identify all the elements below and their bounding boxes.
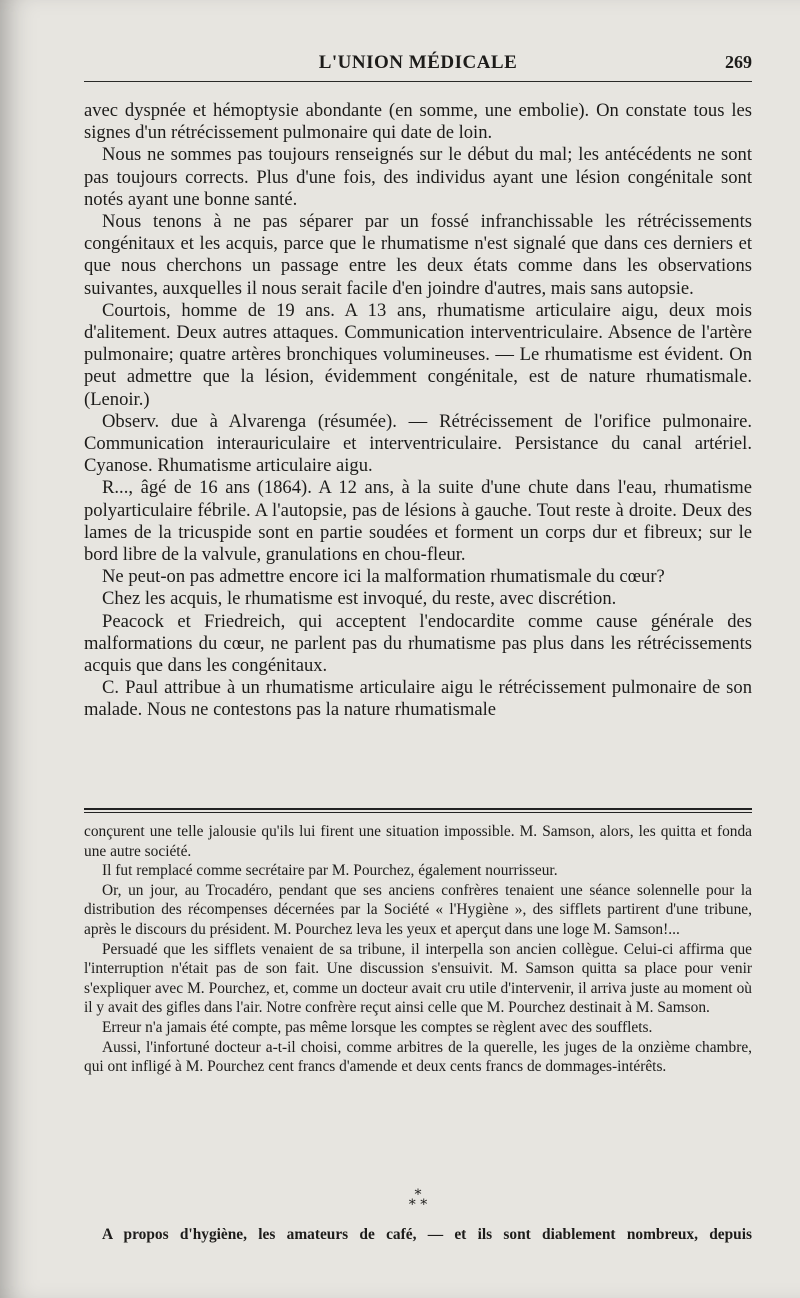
header-rule	[84, 81, 752, 82]
main-text	[84, 100, 752, 722]
page-number: 269	[725, 52, 752, 72]
main-paragraph: R..., âgé de 16 ans (1864). A 12 ans, à la suite d'une chute dans l'eau, rhumatisme polyarticulaire fébrile. A l'autopsie, pas de lésions à gauche. Tout reste à droite. Deux des lames de la tricuspide sont en partie soudées et forment un corps dur et fibreux; sur le bord libre de la valvule, granulations en chou-fleur.	[84, 477, 752, 566]
main-paragraph: Nous ne sommes pas toujours renseignés sur le début du mal; les antécédents ne sont pas toujours corrects. Plus d'une fois, des individus ayant une lésion congénitale sont notés ayant une bonne santé.	[84, 144, 752, 210]
feuilleton-paragraph: Or, un jour, au Trocadéro, pendant que ses anciens confrères tenaient une séance solennelle pour la distribution des récompenses décernées par la Société « l'Hygiène », des sifflets partirent d'une tribune, après le discours du président. M. Pourchez leva les yeux et aperçut dans une loge M. Samson!...	[84, 881, 752, 938]
feuilleton-paragraph: Il fut remplacé comme secrétaire par M. Pourchez, également nourrisseur.	[102, 862, 558, 880]
footnote-separator-thin	[84, 812, 752, 813]
main-paragraph: avec dyspnée et hémoptysie abondante (en somme, une embolie). On constate tous les signes d'un rétrécissement pulmonaire qui date de loin.	[84, 100, 752, 144]
main-paragraph: Courtois, homme de 19 ans. A 13 ans, rhumatisme articulaire aigu, deux mois d'alitement. Deux autres attaques. Communication interventriculaire. Absence de l'artère pulmonaire; quatre artères bronchiques volumineuses. — Le rhumatisme est évident. On peut admettre que la lésion, évidemment congénitale, est de nature rhumatismale. (Lenoir.)	[84, 299, 752, 410]
feuilleton-paragraph: Erreur n'a jamais été compte, pas même lorsque les comptes se règlent avec des soufflets.	[102, 1018, 653, 1036]
asterism-divider: * * *	[408, 1187, 428, 1213]
footnote-separator	[84, 808, 752, 810]
main-paragraph: Peacock et Friedreich, qui acceptent l'endocardite comme cause générale des malformations du cœur, ne parlent pas du rhumatisme pas plus dans les rétrécissements acquis que dans les congénitaux.	[84, 610, 752, 677]
feuilleton-text	[84, 822, 752, 1077]
main-paragraph: Observ. due à Alvarenga (résumée). — Rétrécissement de l'orifice pulmonaire. Communication interauriculaire et interventriculaire. Persistance du canal artériel. Cyanose. Rhumatisme articulaire aigu.	[84, 410, 752, 477]
main-paragraph: Chez les acquis, le rhumatisme est invoqué, du reste, avec discrétion.	[102, 588, 617, 610]
page-header	[84, 52, 752, 78]
main-paragraph: Ne peut-on pas admettre encore ici la malformation rhumatismale du cœur?	[102, 566, 665, 588]
running-title: L'UNION MÉDICALE	[318, 52, 518, 73]
main-paragraph: Nous tenons à ne pas séparer par un fossé infranchissable les rétrécissements congénitaux et les acquis, parce que le rhumatisme n'est signalé que dans ces derniers et que nous cherchons un passage entre les deux états comme dans les observations suivantes, auxquelles il nous serait facile d'en joindre d'autres, mais sans autopsie.	[84, 211, 752, 299]
feuilleton-paragraph: Persuadé que les sifflets venaient de sa tribune, il interpella son ancien collègue. Celui-ci affirma que l'interruption n'était pas de son fait. Une discussion s'ensuivit. M. Samson quitta sa place pour venir s'expliquer avec M. Pourchez, et, comme un docteur avait cru utile d'intervenir, il arriva juste au moment où il y avait des gifles dans l'air. Notre confrère reçut ainsi celle que M. Pourchez destinait à M. Samson.	[84, 940, 752, 1017]
feuilleton-paragraph: conçurent une telle jalousie qu'ils lui firent une situation impossible. M. Samson, alors, les quitta et fonda une autre société.	[84, 823, 752, 860]
section-opening-line: A propos d'hygiène, les amateurs de café, — et ils sont diablement nombreux, depuis	[102, 1226, 752, 1243]
main-paragraph: C. Paul attribue à un rhumatisme articulaire aigu le rétrécissement pulmonaire de son malade. Nous ne contestons pas la nature rhumatismale	[84, 677, 752, 721]
feuilleton-paragraph: Aussi, l'infortuné docteur a-t-il choisi, comme arbitres de la querelle, les juges de la onzième chambre, qui ont infligé à M. Pourchez cent francs d'amende et deux cents francs de dommages-intérêts.	[84, 1038, 752, 1076]
